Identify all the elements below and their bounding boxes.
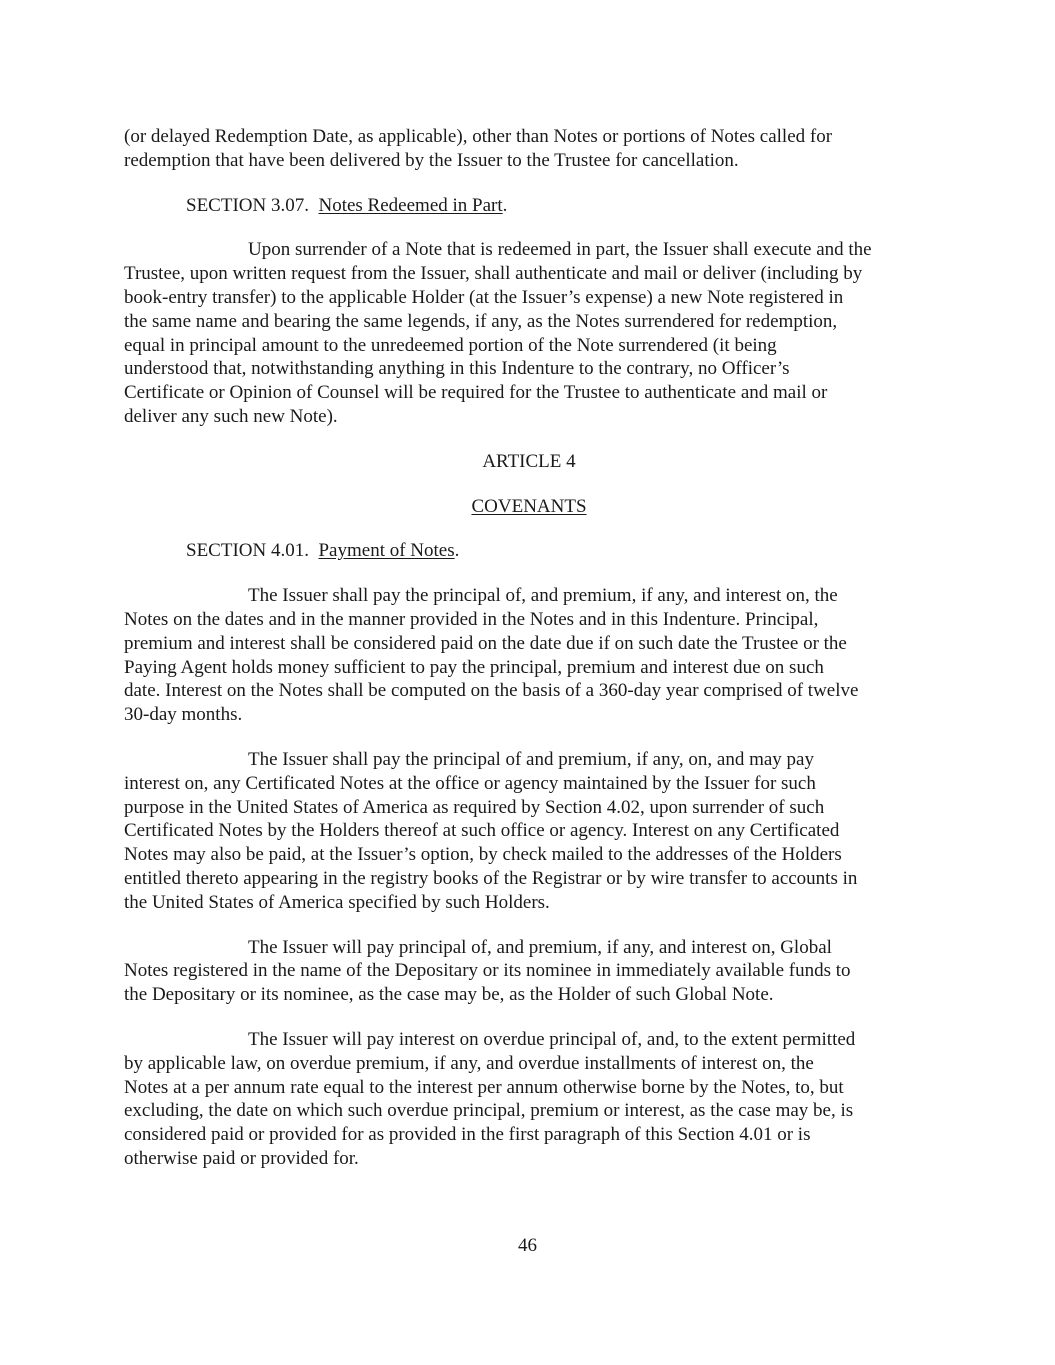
section-heading-4-01 xyxy=(124,539,934,563)
text-line: by applicable law, on overdue premium, if any, and overdue installments of interest on, the xyxy=(124,1052,814,1074)
text-line: equal in principal amount to the unredeemed portion of the Note surrendered (it being xyxy=(124,334,777,356)
page-number: 46 xyxy=(518,1235,537,1256)
text-line: excluding, the date on which such overdue principal, premium or interest, as the case may be, is xyxy=(124,1100,854,1122)
text-line: 30-day months. xyxy=(124,704,243,726)
text-line: Trustee, upon written request from the Issuer, shall authenticate and mail or deliver (including by xyxy=(124,263,863,285)
text-line: deliver any such new Note). xyxy=(124,405,338,427)
text-line: redemption that have been delivered by the Issuer to the Trustee for cancellation. xyxy=(124,149,739,171)
text-line: the Depositary or its nominee, as the case may be, as the Holder of such Global Note. xyxy=(124,984,774,1006)
section-number: SECTION 4.01. xyxy=(186,540,309,562)
section-title-period: . xyxy=(454,540,460,562)
text-line: The Issuer will pay principal of, and premium, if any, and interest on, Global xyxy=(248,936,832,958)
text-line: Certificate or Opinion of Counsel will be required for the Trustee to authenticate and mail or xyxy=(124,382,828,404)
paragraph-4-01-c xyxy=(124,936,934,1007)
text-line: premium and interest shall be considered paid on the date due if on such date the Trustee or the xyxy=(124,632,847,654)
text-line: Notes at a per annum rate equal to the interest per annum otherwise borne by the Notes, to, but xyxy=(124,1076,844,1098)
text-line: the United States of America specified by such Holders. xyxy=(124,891,550,913)
text-line: Notes may also be paid, at the Issuer’s option, by check mailed to the addresses of the Holders xyxy=(124,844,842,866)
paragraph-intro xyxy=(124,125,934,173)
text-line: entitled thereto appearing in the registry books of the Registrar or by wire transfer to accounts in xyxy=(124,867,858,889)
section-number: SECTION 3.07. xyxy=(186,194,309,216)
text-line: book-entry transfer) to the applicable Holder (at the Issuer’s expense) a new Note registered in xyxy=(124,286,844,308)
text-line: Upon surrender of a Note that is redeemed in part, the Issuer shall execute and the xyxy=(248,239,872,261)
text-line: considered paid or provided for as provided in the first paragraph of this Section 4.01 or is xyxy=(124,1124,811,1146)
text-line: date. Interest on the Notes shall be computed on the basis of a 360-day year comprised of twelve xyxy=(124,680,859,702)
text-line: Paying Agent holds money sufficient to pay the principal, premium and interest due on such xyxy=(124,656,824,678)
section-title-period: . xyxy=(502,194,508,216)
text-line: understood that, notwithstanding anything in this Indenture to the contrary, no Officer’s xyxy=(124,358,790,380)
text-line: The Issuer shall pay the principal of and premium, if any, on, and may pay xyxy=(248,748,814,770)
text-line: The Issuer shall pay the principal of, and premium, if any, and interest on, the xyxy=(248,585,838,607)
paragraph-4-01-a xyxy=(124,584,934,727)
article-title-text: COVENANTS xyxy=(471,495,587,517)
article-heading: ARTICLE 4 xyxy=(482,450,576,472)
text-line: Certificated Notes by the Holders thereof at such office or agency. Interest on any Certificated xyxy=(124,820,840,842)
text-line: otherwise paid or provided for. xyxy=(124,1147,359,1169)
text-line: interest on, any Certificated Notes at the office or agency maintained by the Issuer for such xyxy=(124,772,816,794)
paragraph-4-01-b xyxy=(124,748,934,915)
text-line: purpose in the United States of America as required by Section 4.02, upon surrender of such xyxy=(124,796,825,818)
section-title: Notes Redeemed in Part xyxy=(318,194,503,216)
paragraph-4-01-d xyxy=(124,1028,934,1171)
section-heading-3-07 xyxy=(124,194,934,218)
section-title: Payment of Notes xyxy=(318,540,455,562)
text-line: the same name and bearing the same legends, if any, as the Notes surrendered for redemption, xyxy=(124,310,838,332)
text-line: Notes registered in the name of the Depositary or its nominee in immediately available funds to xyxy=(124,960,851,982)
text-line: Notes on the dates and in the manner provided in the Notes and in this Indenture. Principal, xyxy=(124,608,819,630)
text-line: (or delayed Redemption Date, as applicable), other than Notes or portions of Notes called for xyxy=(124,126,833,147)
document-page xyxy=(124,125,934,1171)
text-line: The Issuer will pay interest on overdue principal of, and, to the extent permitted xyxy=(248,1028,856,1050)
paragraph-3-07 xyxy=(124,238,934,428)
article-title xyxy=(124,495,934,519)
